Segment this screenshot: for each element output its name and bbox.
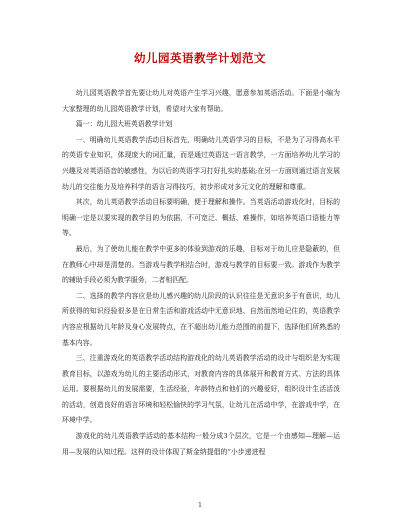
paragraph-goals: 一、明确幼儿英语教学活动目标首先，明确幼儿英语学习的目标，不是为了习得高水平的英语专业知识，体现庞大的词汇量，而是通过英语这一语言教学，一方面培养幼儿学习的兴趣及对英语语音的敏感性，为以后的英语学习打好扎实的基础;在另一方面则通过语言发展幼儿的交往能力及培养科学的语言习得技巧，初步形成对多元文化的理解和尊重。 bbox=[62, 135, 340, 191]
section-heading: 篇一：幼儿园大班英语教学计划 bbox=[75, 120, 173, 129]
document-body bbox=[62, 86, 340, 460]
paragraph-content: 二、选择的教学内容应是幼儿感兴趣的幼儿阶段的认识往往是无意识多于有意识，幼儿所获得的知识经验很多是在日常生活和游戏活动中无意识地、自然而然地记住的，英语教学内容应根据幼儿年龄及身心发展特点，在不超出幼儿能力范围的前提下，选择他们所熟悉的基本内容。 bbox=[62, 291, 340, 347]
paragraph-last: 最后，为了使幼儿能在教学中更多的体验到游戏的乐趣，目标对于幼儿应是隐蔽的，但在教师心中却是清楚的。当游戏与教学相结合时，游戏与教学的目标要一致。游戏作为教学的辅助手段必须为教学服务，二者相匹配。 bbox=[62, 244, 340, 285]
intro-paragraph: 幼儿园英语教学首先要让幼儿对英语产生学习兴趣，愿意参加英语活动。下面是小编为大家整理的幼儿园英语教学计划，希望对大家有帮助。 bbox=[62, 89, 340, 113]
paragraph-structure: 三、注重游戏化的英语教学活动结构游戏化的幼儿英语教学活动的设计与组织是为实现教育目标，以游戏为幼儿的主要活动形式，对教育内容的具体展开和教育方式、方法的具体运用。要根据幼儿的发展需要，生活经验，年龄特点和他们的兴趣爱好，组织设计生活活泼的活动，创造良好的语言环境和轻松愉快的学习气氛，让幼儿在活动中学，在游戏中学，在环境中学。 bbox=[62, 354, 340, 425]
document-title: 幼儿园英语教学计划范文 bbox=[134, 51, 266, 65]
paragraph-levels: 游戏化的幼儿英语教学活动的基本结构一般分成3个层次，它是一个由感知—理解—运用—发展的认知过程。这样的设计体现了斯金纳提倡的”小步递进程 bbox=[62, 432, 340, 456]
paragraph-second: 其次，幼儿英语教学活动目标要明确，便于理解和操作。当英语活动游戏化时，目标的明确一定是以要实现的教学目的为依据，不可宽泛、概括、难操作，如培养英语口语能力等等。 bbox=[62, 198, 340, 238]
page-number: 1 bbox=[198, 502, 202, 509]
